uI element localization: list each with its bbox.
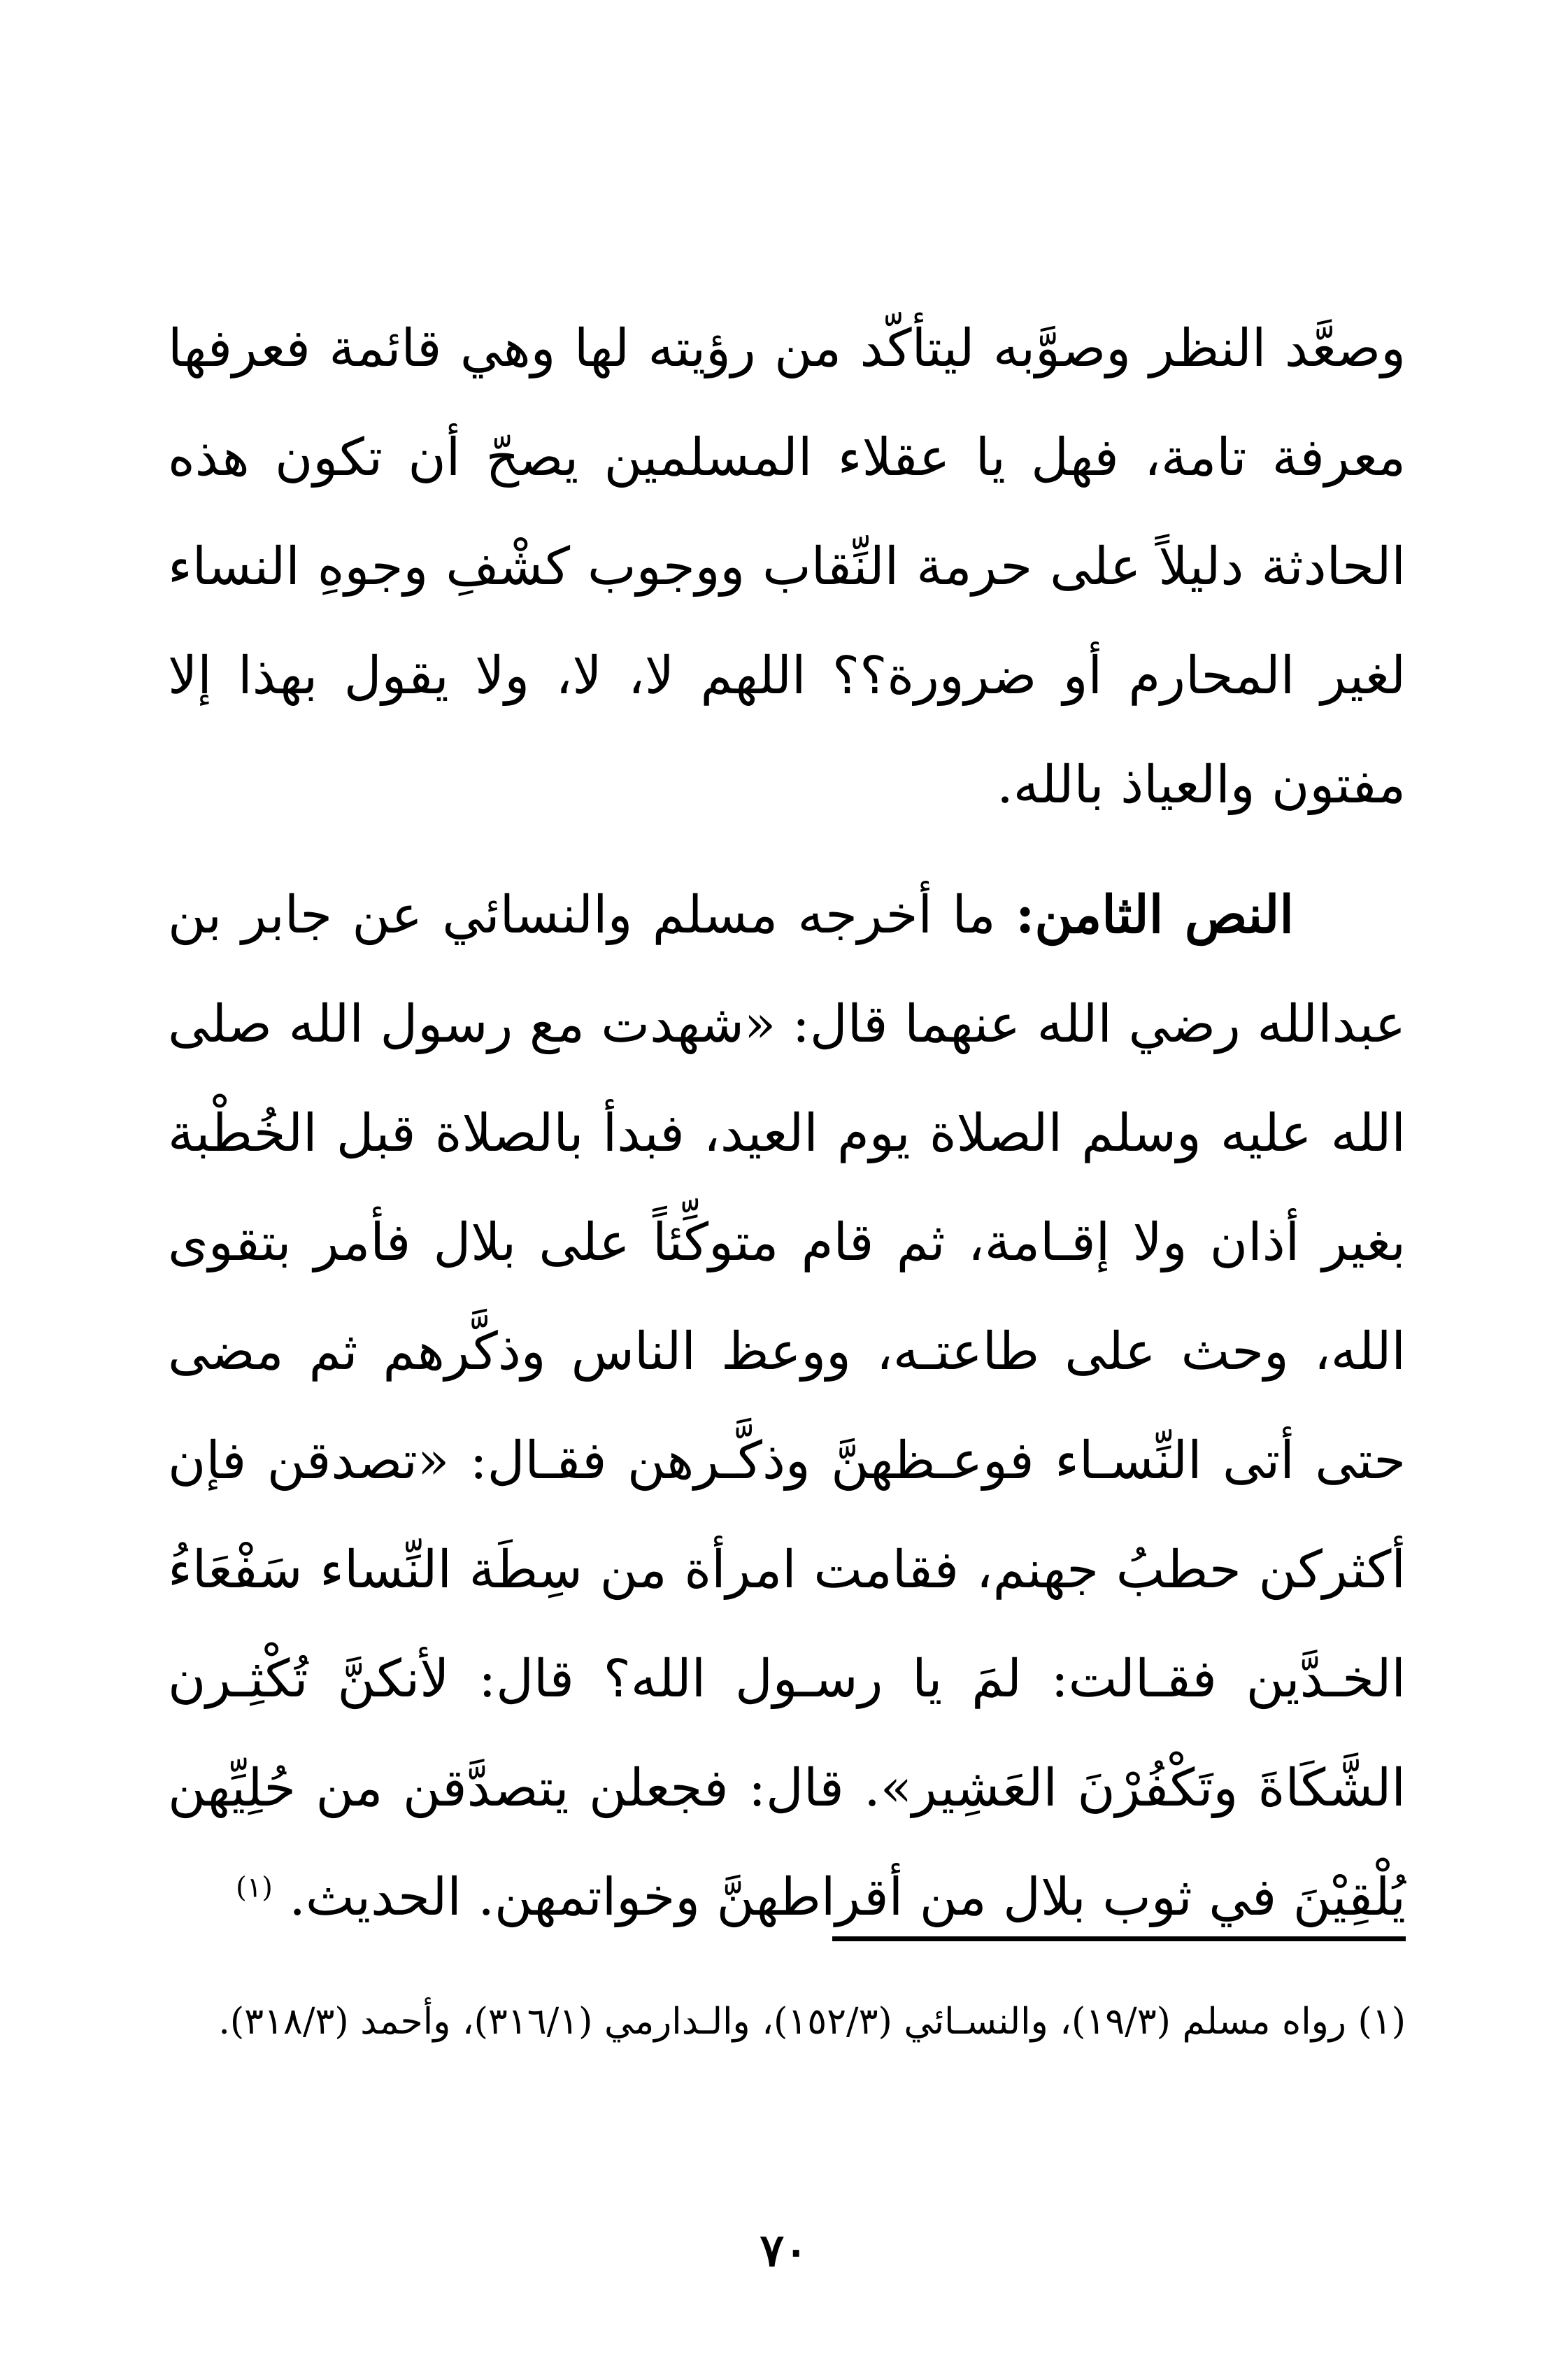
page-number: ٧٠ — [760, 2225, 808, 2277]
hadith-text: ما أخرجه مسلم والنسائي عن جابر بن عبدالله رضي الله عنهما قال: «شهدت مع رسول الله صلى الله عليه وسلم الصلاة يوم العيد، فبدأ بالصلاة قبل الخُطْبة بغير أذان ولا إقـامة، ثم قام متوكِّئاً على بلال فأمر بتقوى الله، وحث على طاعتـه، ووعظ الناس وذكَّرهم ثم مضى حتى أتى النِّسـاء فوعـظهنَّ وذكَّـرهن فقـال: «تصدقن فإن أكثركن حطبُ جهنم، فقامت امرأة من سِطَة النِّساء سَفْعَاءُ الخـدَّين فقـالت: لمَ يا رسـول الله؟ قال: لأنكنَّ تُكْثِـرن الشَّكَاةَ وتَكْفُرْنَ العَشِير». قال: فجعلن يتصدَّقن من حُلِيِّهن يُلْقِيْنَ في ثوب بلال من أقراطهنَّ وخواتمهن. الحديث. — [168, 885, 1406, 1927]
paragraph-continued: وصعَّد النظر وصوَّبه ليتأكّد من رؤيته لها وهي قائمة فعرفها معرفة تامة، فهل يا عقلاء المسلمين يصحّ أن تكون هذه الحادثة دليلاً على حرمة النِّقاب ووجوب كشْفِ وجوهِ النساء لغير المحارم أو ضرورة؟؟ اللهم لا، لا، ولا يقول بهذا إلا مفتون والعياذ بالله. — [168, 318, 1406, 815]
footnote: (١) رواه مسلم (١٩/٣)، والنسـائي (١٥٢/٣)، والـدارمي (٣١٦/١)، وأحمد (٣١٨/٣). — [218, 2001, 1406, 2043]
footnote-divider — [832, 1936, 1406, 1941]
section-heading: النص الثامن: — [1015, 885, 1294, 945]
paragraph-text-eight — [168, 860, 1406, 1952]
footnote-marker[interactable]: (١) — [236, 1871, 273, 1904]
